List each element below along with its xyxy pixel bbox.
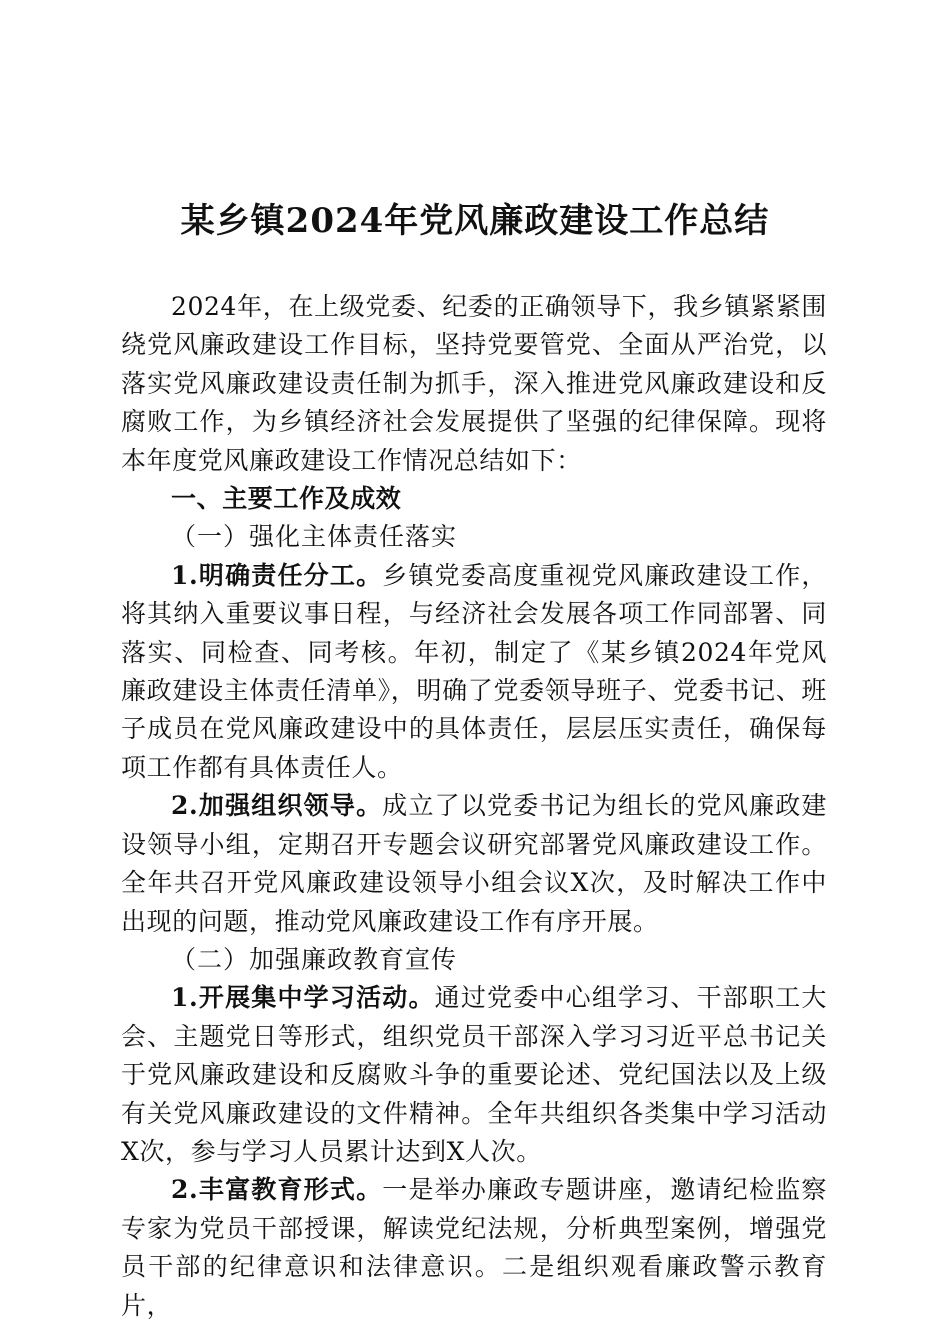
item-text: 乡镇党委高度重视党风廉政建设工作，将其纳入重要议事日程，与经济社会发展各项工作同部署、同落实、同检查、同考核。年初，制定了《某乡镇2024年党风廉政建设主体责任清单》，明确了党委领导班子、党委书记、班子成员在党风廉政建设中的具体责任，层层压实责任，确保每项工作都有具体责任人。 [121, 560, 827, 782]
subsection-heading-responsibility: （一）强化主体责任落实 [171, 522, 458, 552]
subsection-heading-education: （二）加强廉政教育宣传 [171, 944, 458, 974]
item-enrich-education-forms [121, 1171, 827, 1325]
item-clarify-responsibility [121, 557, 827, 787]
document-body [121, 288, 827, 1325]
item-text: 成立了以党委书记为组长的党风廉政建设领导小组，定期召开专题会议研究部署党风廉政建设工作。全年共召开党风廉政建设领导小组会议X次，及时解决工作中出现的问题，推动党风廉政建设工作有序开展。 [121, 791, 827, 936]
item-lead: 2.丰富教育形式。 [171, 1175, 383, 1205]
document-title: 某乡镇2024年党风廉政建设工作总结 [180, 201, 770, 241]
item-text: 通过党委中心组学习、干部职工大会、主题党日等形式，组织党员干部深入学习习近平总书记关于党风廉政建设和反腐败斗争的重要论述、党纪国法以及上级有关党风廉政建设的文件精神。全年共组织各类集中学习活动X次，参与学习人员累计达到X人次。 [121, 983, 827, 1166]
section-heading-main-work: 一、主要工作及成效 [171, 484, 402, 514]
item-collective-study [121, 979, 827, 1171]
item-lead: 1.明确责任分工。 [171, 560, 383, 590]
intro-paragraph: 2024年，在上级党委、纪委的正确领导下，我乡镇紧紧围绕党风廉政建设工作目标，坚持党要管党、全面从严治党，以落实党风廉政建设责任制为抓手，深入推进党风廉政建设和反腐败工作，为乡镇经济社会发展提供了坚强的纪律保障。现将本年度党风廉政建设工作情况总结如下： [121, 292, 827, 475]
item-text: 一是举办廉政专题讲座，邀请纪检监察专家为党员干部授课，解读党纪法规，分析典型案例，增强党员干部的纪律意识和法律意识。二是组织观看廉政警示教育片， [121, 1175, 827, 1320]
item-lead: 2.加强组织领导。 [171, 791, 383, 821]
item-strengthen-leadership [121, 787, 827, 941]
item-lead: 1.开展集中学习活动。 [171, 983, 435, 1013]
